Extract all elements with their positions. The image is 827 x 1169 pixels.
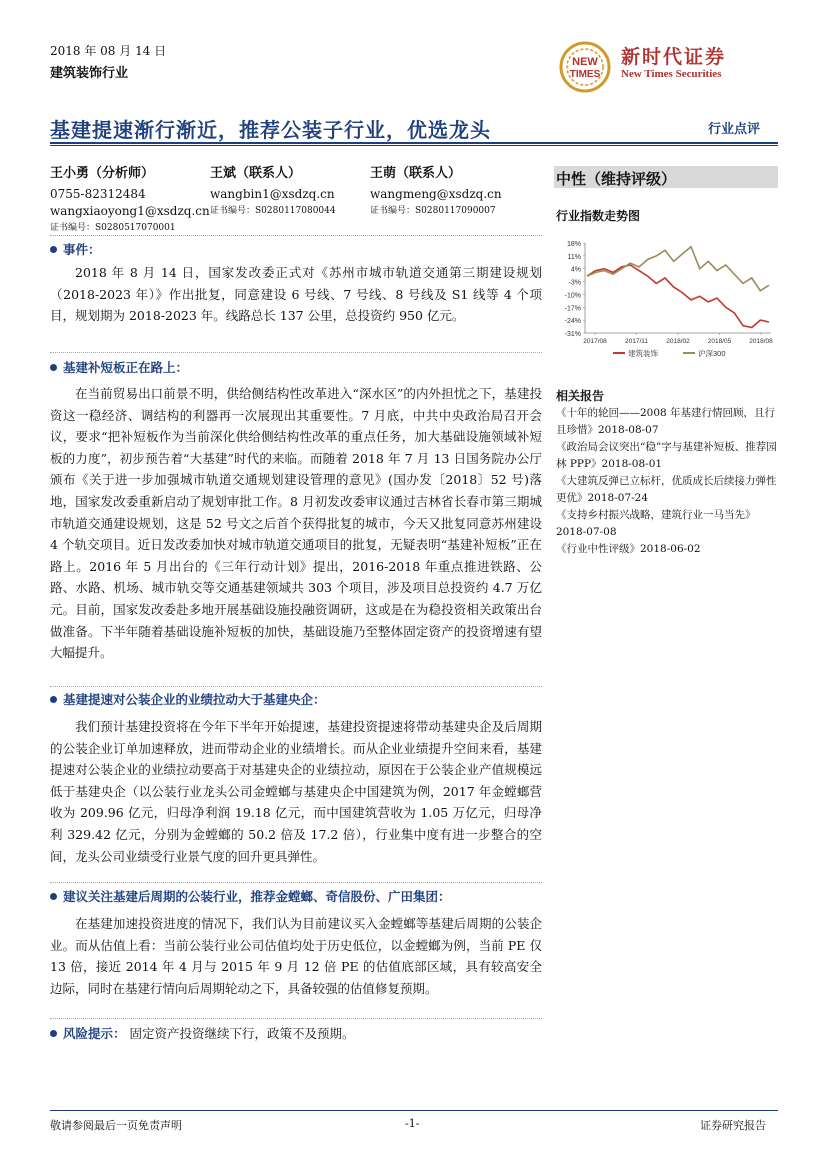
series-line-hs300: [587, 247, 769, 291]
section-heading-text: 基建补短板正在路上：: [63, 360, 189, 375]
bullet-icon: [50, 893, 57, 900]
contact-cert: 证书编号：S0280117090007: [370, 206, 496, 216]
section-separator: [50, 686, 542, 687]
footer-rule: [50, 1110, 778, 1111]
y-tick-label: 4%: [570, 266, 581, 274]
y-tick-label: -10%: [564, 292, 581, 300]
section-heading-text: 建议关注基建后周期的公装行业，推荐金螳螂、奇信股份、广田集团：: [63, 889, 451, 904]
paragraph-public-decoration: 我们预计基建投资将在今年下半年开始提速，基建投资提速将带动基建央企及后周期的公装企业订单加速释放，进而带动企业的业绩增长。而从企业业绩提升空间来看，基建提速对公装企业的业绩拉动要高于对基建央企的业绩拉动，原因在于公装企业产值规模远低于基建央企（以公装行业龙头公司金螳螂与基建央企中国建筑为例，2017 年金螳螂营收为 209.96 亿元，归母净利润 19.18 亿元，而中国建筑营收为 1.05 万亿元，归母净利 329.42 亿元，分别为金螳螂的 50.2 倍及 17.2 倍），行业集中度有进一步整合的空间，龙头公司业绩受行业景气度的回升更具弹性。: [50, 719, 542, 864]
contact-cert: 证书编号：S0280117080044: [210, 206, 336, 216]
analyst-email[interactable]: wangxiaoyong1@xsdzq.cn: [50, 204, 210, 218]
contact-email[interactable]: wangmeng@xsdzq.cn: [370, 187, 502, 201]
rating-box: [554, 166, 778, 188]
report-title: 基建提速渐行渐近，推荐公装子行业，优选龙头: [50, 118, 491, 142]
logo-chinese-name: 新时代证券: [621, 46, 727, 68]
legend-label: 建筑装饰: [628, 349, 658, 358]
related-report-item[interactable]: 《十年的轮回——2008 年基建行情回顾，且行且珍惜》2018-08-07: [556, 407, 776, 436]
y-tick-label: 11%: [567, 253, 581, 261]
risk-text: 固定资产投资继续下行，政策不及预期。: [129, 1026, 355, 1041]
y-tick-label: -3%: [568, 279, 581, 287]
industry-name: 建筑装饰行业: [50, 66, 129, 81]
section-heading-text: 事件：: [63, 242, 101, 257]
index-chart: [553, 229, 779, 369]
contact-name: 王萌（联系人）: [370, 166, 462, 181]
section-separator: [50, 352, 542, 353]
logo-mark-bottom: TIMES: [569, 69, 601, 80]
contact-card: [370, 165, 502, 220]
section-heading-event: [50, 240, 101, 258]
y-tick-label: -24%: [564, 318, 581, 326]
contact-name: 王斌（联系人）: [210, 166, 302, 181]
page-number: -1-: [405, 1117, 420, 1130]
y-tick-label: 18%: [566, 241, 581, 248]
y-tick-label: -31%: [564, 331, 581, 338]
logo-mark-icon: [555, 38, 617, 96]
related-report-item[interactable]: 《支持乡村振兴战略，建筑行业一马当先》2018-07-08: [556, 509, 756, 538]
related-report-item[interactable]: 《行业中性评级》2018-06-02: [556, 543, 701, 555]
section-heading-public-decoration: [50, 690, 326, 708]
bullet-icon: [50, 1030, 57, 1037]
analyst-cert: 证书编号：S0280517070001: [50, 223, 176, 233]
index-chart-svg: [553, 229, 779, 369]
related-report-item[interactable]: 《政治局会议突出“稳”字与基建补短板、推荐园林 PPP》2018-08-01: [556, 441, 777, 470]
related-report-item[interactable]: 《大建筑反弹已立标杆，优质成长后续接力弹性更优》2018-07-24: [556, 475, 777, 504]
series-line-industry: [587, 265, 769, 328]
x-tick-label: 2017/08: [583, 338, 607, 345]
y-tick-label: -17%: [564, 305, 581, 313]
bullet-icon: [50, 246, 57, 253]
section-heading-recommendation: [50, 887, 451, 905]
paragraph-shortboard: 在当前贸易出口前景不明，供给侧结构性改革进入“深水区”的内外担忧之下，基建投资这一稳经济、调结构的利器再一次展现出其重要性。7 月底，中共中央政治局召开会议，要求“把补短板作为当前深化供给侧结构性改革的重点任务，加大基础设施领域补短板的力度”，初步预告着“大基建”时代的来临。而随着 2018 年 7 月 13 日国务院办公厅颁布《关于进一步加强城市轨道交通规划建设管理的意见》(国办发〔2018〕52 号)落地，国家发改委重新启动了规划审批工作。8 月初发改委审议通过吉林省长春市第三期城市轨道交通建设规划，这是 52 号文之后首个获得批复的城市，今天又批复同意苏州建设 4 个轨交项目。近日发改委加快对城市轨道交通项目的批复，无疑表明“基建补短板”正在路上。2016 年 5 月出台的《三年行动计划》提出，2016-2018 年重点推进铁路、公路、水路、机场、城市轨交等交通基建领域共 303 个项目，涉及项目总投资约 4.7 万亿元。目前，国家发改委赴多地开展基础设施投融资调研，这或是在为稳投资相关政策出台做准备。下半年随着基础设施补短板的加快，基础设施乃至整体固定资产的投资增速有望大幅提升。: [50, 386, 542, 661]
x-tick-label: 2018/08: [749, 338, 773, 345]
bullet-icon: [50, 364, 57, 371]
analyst-name: 王小勇（分析师）: [50, 166, 155, 181]
paragraph-event: 2018 年 8 月 14 日，国家发改委正式对《苏州市城市轨道交通第三期建设规划（2018-2023 年）》作出批复，同意建设 6 号线、7 号线、8 号线及 S1 线等 4 个项目，规划期为 2018-2023 年。线路总长 137 公里，总投资约 950 亿元。: [50, 265, 542, 324]
contact-email[interactable]: wangbin1@xsdzq.cn: [210, 187, 335, 201]
related-reports-list: [556, 405, 778, 558]
section-separator: [50, 882, 542, 883]
contact-card: [210, 165, 336, 220]
header-rule: [50, 142, 778, 144]
paragraph-recommendation: 在基建加速投资进度的情况下，我们认为目前建议买入金螳螂等基建后周期的公装企业。而从估值上看：当前公装行业公司估值均处于历史低位，以金螳螂为例，当前 PE 仅 13 倍，接近 2014 年 4 月与 2015 年 9 月 12 倍 PE 的估值底部区域，具有较高安全边际，同时在基建行情向后周期轮动之下，具备较强的估值修复预期。: [50, 916, 542, 996]
section-heading-text: 风险提示：: [63, 1026, 126, 1041]
footer-label: 证券研究报告: [700, 1119, 766, 1132]
company-logo: [555, 38, 785, 96]
section-heading-risk: [50, 1024, 355, 1042]
related-reports-heading: 相关报告: [556, 389, 605, 403]
footer-disclaimer: 敬请参阅最后一页免责声明: [50, 1119, 182, 1132]
section-heading-text: 基建提速对公装企业的业绩拉动大于基建央企：: [63, 692, 326, 707]
report-date: 2018 年 08 月 14 日: [50, 44, 167, 58]
logo-english-name: New Times Securities: [621, 68, 722, 80]
analyst-phone: 0755-82312484: [50, 187, 146, 201]
rating-text: 中性（维持评级）: [556, 170, 677, 188]
bullet-icon: [50, 696, 57, 703]
section-separator: [50, 1018, 542, 1019]
legend-label: 沪深300: [698, 349, 726, 358]
analyst-card: [50, 165, 210, 237]
chart-heading: 行业指数走势图: [556, 209, 641, 223]
report-type: 行业点评: [708, 122, 761, 137]
header-rule-thin: [50, 145, 778, 146]
logo-mark-top: NEW: [572, 56, 598, 68]
x-tick-label: 2018/02: [666, 338, 690, 345]
x-tick-label: 2017/11: [624, 338, 649, 345]
x-tick-label: 2018/05: [707, 338, 732, 345]
section-separator: [50, 235, 542, 236]
section-heading-shortboard: [50, 358, 188, 376]
